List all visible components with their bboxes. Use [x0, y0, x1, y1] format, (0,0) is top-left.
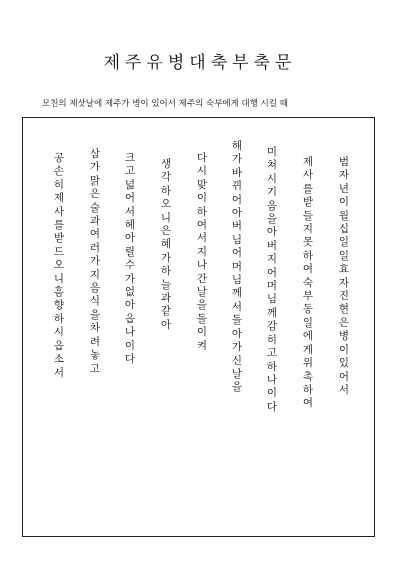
document-subtitle: 모친의 제삿날에 제주가 병이 있어서 제주의 숙부에게 대행 시킬 때 — [42, 99, 289, 109]
document-title: 제주유병대축부축문 — [103, 53, 297, 73]
text-column-6: 생각하오니 은혜가 하늘과 같아 — [160, 158, 175, 331]
text-column-4: 해가 바뀌어 아버님 어머님께서 돌아가신 날을 — [231, 140, 246, 394]
text-column-7: 크고 넓어서 헤아릴 수가 없아옵나이다 — [124, 152, 139, 366]
text-column-9: 공손히 제사를 받드오니 흠향 하시옵소서 — [53, 152, 68, 379]
text-column-1: 범자년 이월 십일일 효자 진현은 병이 있어서 — [338, 156, 353, 396]
text-column-8: 삼가 맑은 술과 여러 가지 음식을 차려놓고 — [89, 148, 104, 375]
text-column-3: 미쳐시기음을 아버지 어머님께 감히 고하나이다 — [266, 146, 281, 413]
text-column-5: 다시 맞이하여서 지나간 날을 돌이켜 — [196, 152, 211, 352]
text-column-2: 제사를 받들지 못하여 숙부 동일에게 위촉하여 — [302, 156, 317, 410]
